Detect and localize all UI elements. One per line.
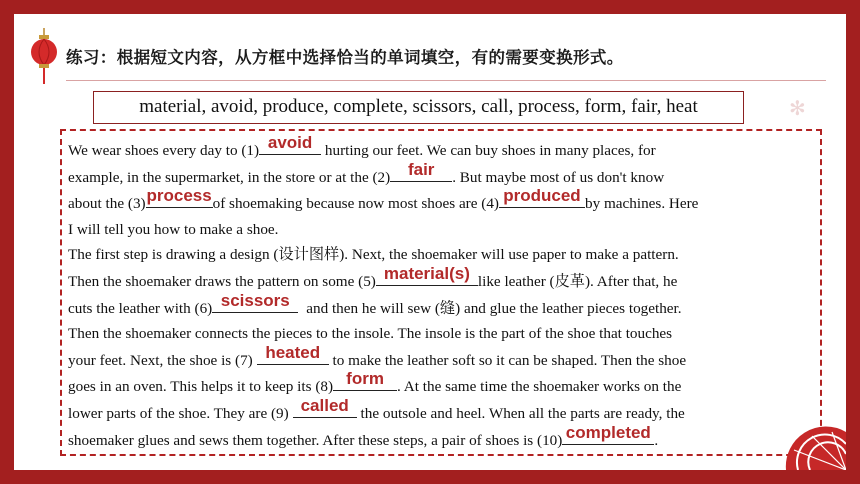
passage-text: the outsole and heel. When all the parts are ready, the (356, 404, 685, 422)
answer-6: scissors (220, 290, 290, 310)
snowflake-icon: ✻ (789, 98, 806, 120)
blank-1 (259, 133, 321, 155)
passage-text: to make the leather soft so it can be shaped. Then the shoe (328, 351, 687, 369)
answer-9: called (300, 395, 349, 415)
answer-1: avoid (267, 133, 313, 152)
passage-text: your feet. Next, the shoe is (7) (68, 351, 253, 369)
passage-text: Then the shoemaker draws the pattern on some (5) (68, 272, 376, 290)
passage-text: . (654, 431, 659, 449)
blank-3 (146, 186, 213, 208)
passage-line (68, 369, 820, 400)
passage-line: I will tell you how to make a shoe. (68, 220, 279, 238)
passage-text: of shoemaking because now most shoes are (4) (212, 195, 499, 213)
passage-line (68, 422, 820, 454)
blank-5 (376, 263, 478, 286)
divider (66, 80, 826, 81)
passage-line (68, 290, 820, 322)
passage-line: Then the shoemaker connects the pieces to the insole. The insole is the part of the shoe that touches (68, 325, 673, 343)
answer-10: completed (565, 422, 651, 442)
blank-7 (257, 342, 329, 365)
answer-2: fair (407, 159, 435, 179)
passage-text: lower parts of the shoe. They are (9) (68, 404, 289, 422)
passage-text: by machines. Here (584, 195, 699, 213)
passage-text: goes in an oven. This helps it to keep its (8) (68, 378, 334, 396)
passage-line: The first step is drawing a design (设计图样). Next, the shoemaker will use paper to make a pattern. (68, 246, 679, 264)
answer-8: form (346, 369, 384, 389)
passage-text: . But maybe most of us don't know (452, 168, 665, 186)
fan-decoration-icon (776, 420, 846, 470)
word-bank-box: material, avoid, produce, complete, scissors, call, process, form, fair, heat (93, 91, 744, 124)
answer-5: material(s) (383, 263, 470, 283)
passage-line (68, 133, 820, 164)
answer-7: heated (265, 342, 321, 362)
passage-text: shoemaker glues and sews them together. After these steps, a pair of shoes is (10) (68, 431, 563, 449)
passage-line (68, 342, 820, 374)
passage-text: cuts the leather with (6) (68, 299, 213, 317)
blank-6 (212, 290, 298, 313)
passage-text: . At the same time the shoemaker works on the (397, 378, 682, 396)
answer-4: produced (503, 186, 581, 206)
passage-text: hurting our feet. We can buy shoes in many places, for (321, 142, 656, 159)
passage-line (68, 186, 820, 217)
lantern-icon (30, 28, 58, 86)
passage-line (68, 263, 820, 295)
passage-text: and then he will sew (缝) and glue the leather pieces together. (306, 299, 682, 317)
blank-9 (293, 395, 357, 418)
blank-2 (390, 159, 452, 182)
slide-card (14, 14, 846, 470)
exercise-instruction: 练习：根据短文内容，从方框中选择恰当的单词填空，有的需要变换形式。 (66, 48, 624, 67)
passage (68, 133, 820, 453)
answer-3: process (146, 186, 212, 206)
passage-text: We wear shoes every day to (1) (68, 142, 260, 159)
passage-text: about the (3) (68, 195, 146, 213)
blank-8 (333, 369, 397, 391)
passage-line (68, 395, 820, 427)
passage-text: example, in the supermarket, in the store or at the (2) (68, 168, 391, 186)
passage-text: like leather (皮革). After that, he (477, 272, 678, 290)
blank-4 (499, 186, 585, 208)
blank-10 (562, 422, 654, 445)
